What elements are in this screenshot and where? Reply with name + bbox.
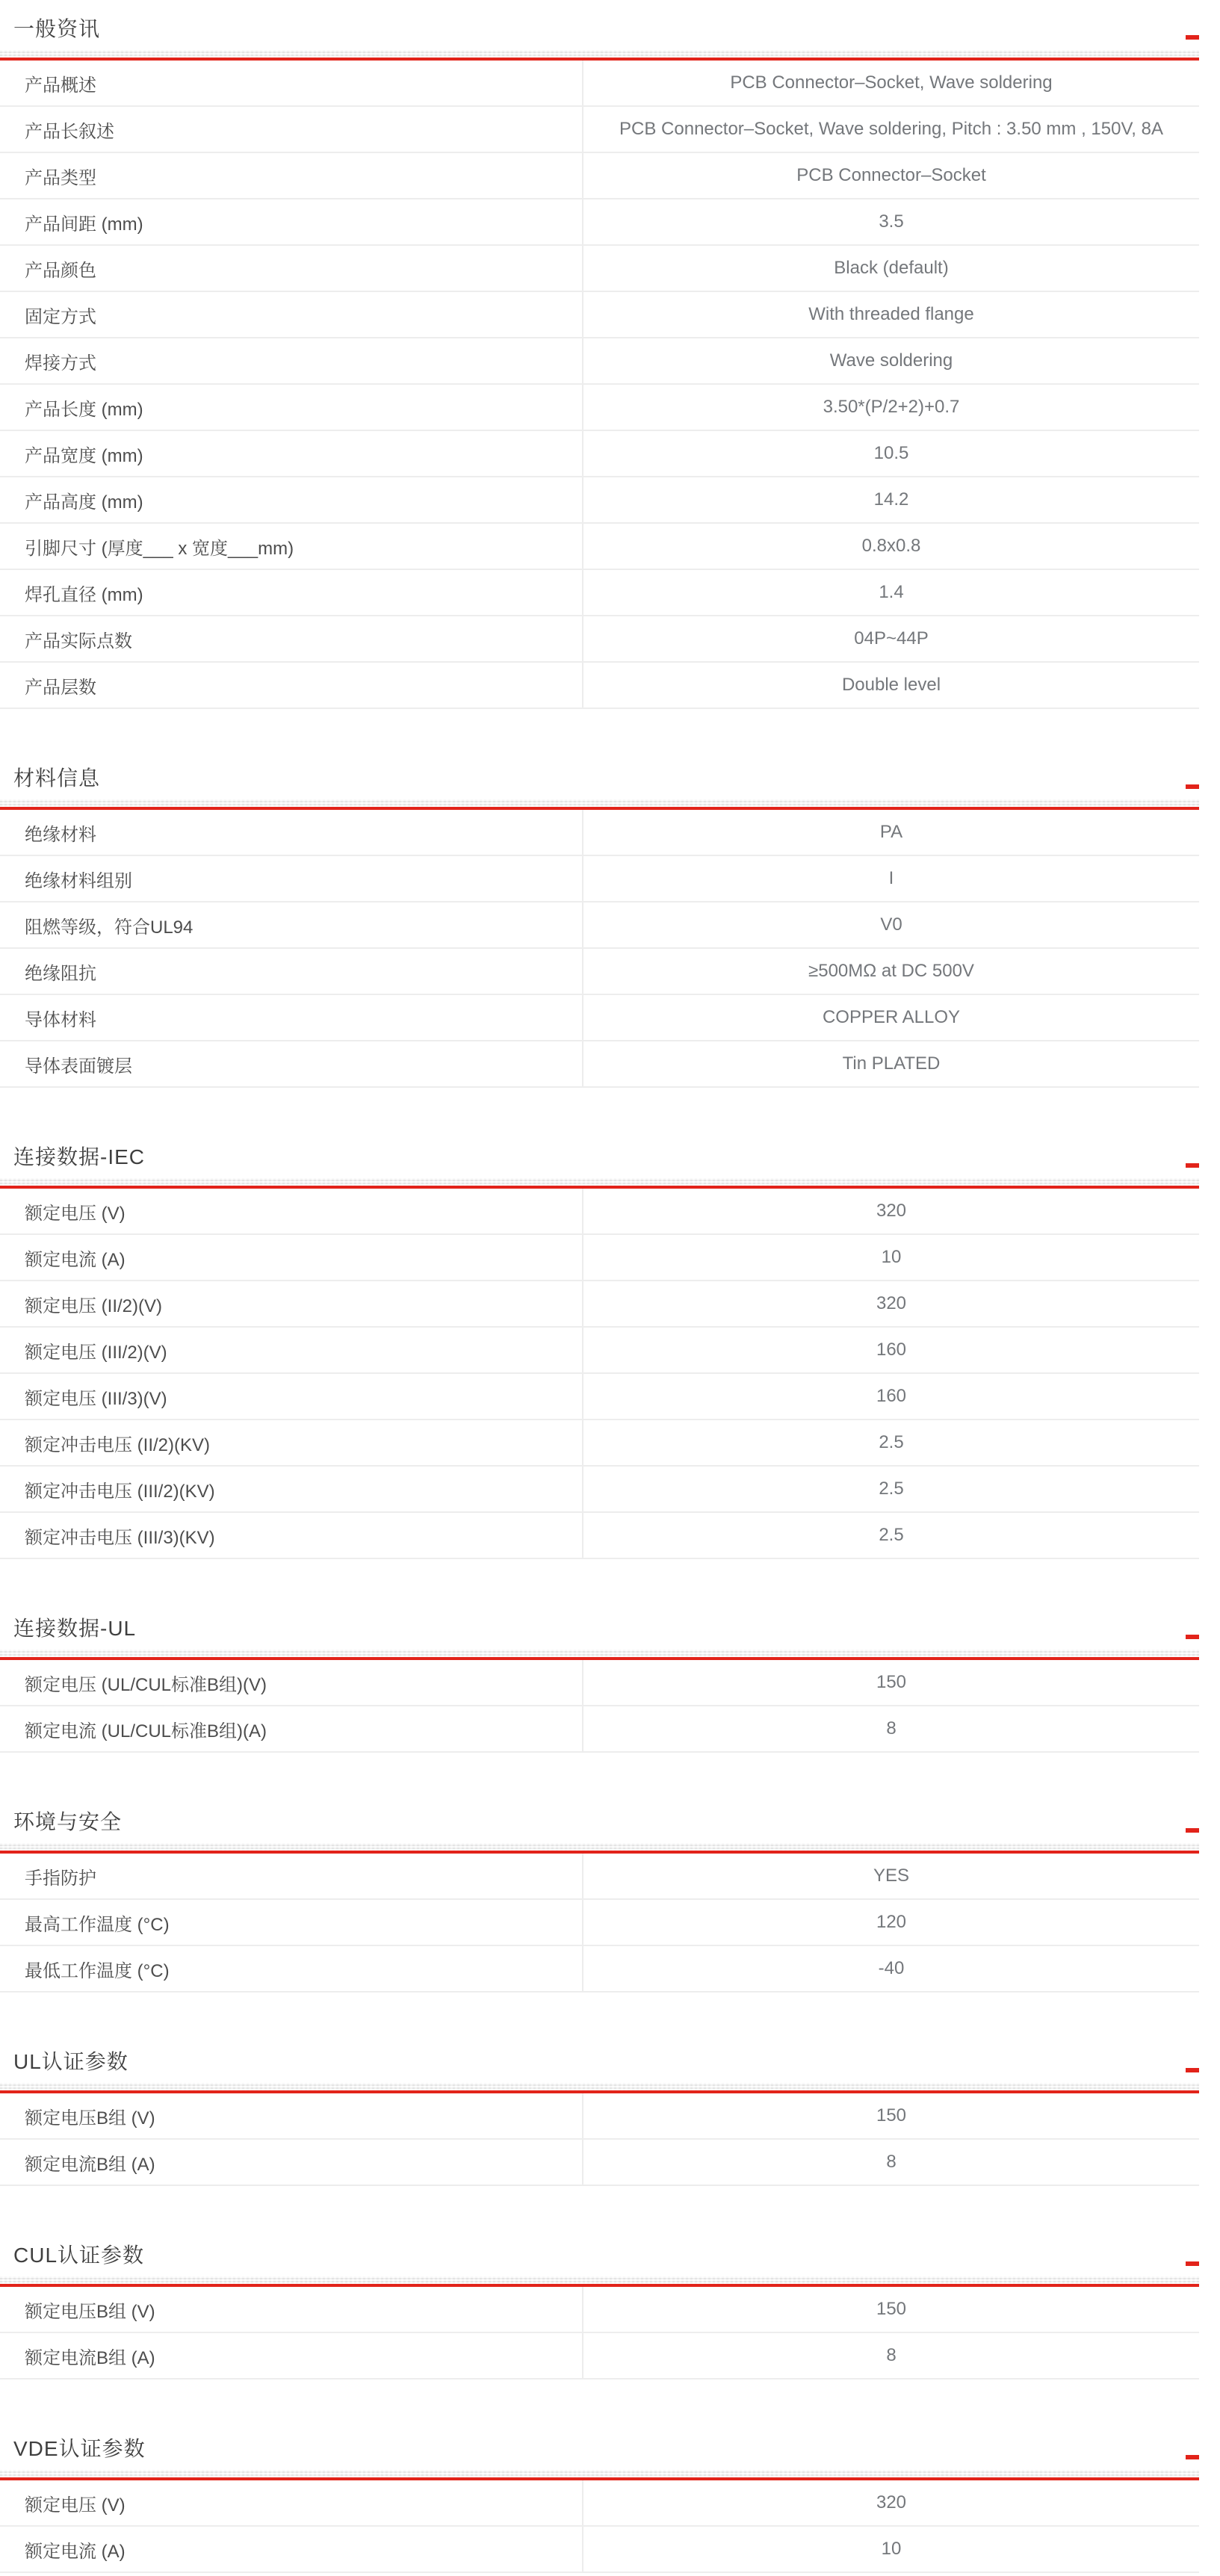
table-row xyxy=(0,1420,1199,1467)
row-value: YES xyxy=(873,1866,910,1886)
row-label: 额定电压 (V) xyxy=(0,2480,583,2525)
row-value: V0 xyxy=(880,914,902,935)
table-row xyxy=(0,1854,1199,1900)
spec-section xyxy=(0,1145,1199,1559)
spec-table xyxy=(0,1660,1199,1753)
table-row xyxy=(0,61,1199,107)
row-label: 额定冲击电压 (III/3)(KV) xyxy=(0,1513,583,1558)
row-value: 8 xyxy=(886,2152,897,2172)
table-row xyxy=(0,107,1199,153)
row-value: 320 xyxy=(876,1293,907,1313)
spec-section xyxy=(0,1809,1199,1993)
row-label: 产品实际点数 xyxy=(0,616,583,661)
spec-table xyxy=(0,1854,1199,1993)
table-row xyxy=(0,292,1199,338)
texture-band xyxy=(0,799,1199,807)
table-row xyxy=(0,338,1199,385)
row-label: 产品长叙述 xyxy=(0,107,583,152)
row-value: 04P~44P xyxy=(854,628,929,648)
row-value: 3.5 xyxy=(879,211,904,232)
section-header xyxy=(0,1616,1199,1650)
minus-icon xyxy=(1186,2455,1199,2459)
row-value: -40 xyxy=(878,1958,905,1978)
row-value: 10.5 xyxy=(873,443,909,463)
section-header xyxy=(0,2243,1199,2276)
row-value: 120 xyxy=(876,1912,907,1932)
section-header xyxy=(0,2049,1199,2083)
table-row xyxy=(0,856,1199,902)
table-row xyxy=(0,2287,1199,2333)
row-value: ≥500MΩ at DC 500V xyxy=(808,961,974,981)
table-row xyxy=(0,1946,1199,1993)
row-label: 产品层数 xyxy=(0,663,583,708)
row-label: 产品高度 (mm) xyxy=(0,477,583,522)
table-row xyxy=(0,616,1199,663)
row-label: 产品类型 xyxy=(0,153,583,198)
section-header xyxy=(0,766,1199,799)
table-row xyxy=(0,1513,1199,1559)
row-label: 额定电压 (II/2)(V) xyxy=(0,1281,583,1326)
row-value: 160 xyxy=(876,1386,907,1406)
spec-table xyxy=(0,2093,1199,2186)
row-label: 最高工作温度 (°C) xyxy=(0,1900,583,1945)
row-label: 额定冲击电压 (II/2)(KV) xyxy=(0,1420,583,1465)
row-value: PCB Connector–Socket xyxy=(796,165,986,185)
row-value: With threaded flange xyxy=(808,304,974,324)
row-label: 手指防护 xyxy=(0,1854,583,1898)
row-value: Double level xyxy=(841,675,941,695)
table-row xyxy=(0,246,1199,292)
table-row xyxy=(0,1467,1199,1513)
minus-icon xyxy=(1186,2068,1199,2072)
table-row xyxy=(0,524,1199,570)
row-value: 320 xyxy=(876,2492,907,2512)
table-row xyxy=(0,663,1199,709)
row-label: 焊孔直径 (mm) xyxy=(0,570,583,615)
row-value: PCB Connector–Socket, Wave soldering, Pitch : 3.50 mm , 150V, 8A xyxy=(619,119,1163,139)
spec-section xyxy=(0,1616,1199,1753)
row-value: 2.5 xyxy=(879,1525,904,1545)
row-value: 150 xyxy=(876,2105,907,2125)
row-value: 0.8x0.8 xyxy=(861,536,921,556)
row-value: 14.2 xyxy=(873,489,909,510)
texture-band xyxy=(0,2470,1199,2477)
texture-band xyxy=(0,2083,1199,2090)
row-label: 额定电流B组 (A) xyxy=(0,2140,583,2185)
row-label: 导体表面镀层 xyxy=(0,1041,583,1086)
row-value: 150 xyxy=(876,1672,907,1692)
minus-icon xyxy=(1186,1163,1199,1168)
texture-band xyxy=(0,1650,1199,1657)
spec-table xyxy=(0,810,1199,1088)
spec-table xyxy=(0,1189,1199,1559)
row-value: COPPER ALLOY xyxy=(822,1007,961,1027)
spec-section xyxy=(0,2436,1199,2573)
row-value: 160 xyxy=(876,1340,907,1360)
section-header xyxy=(0,1145,1199,1178)
section-title: VDE认证参数 xyxy=(13,2437,146,2460)
collapse-section-button[interactable] xyxy=(1186,784,1199,789)
spec-table xyxy=(0,2287,1199,2380)
table-row xyxy=(0,1706,1199,1753)
section-title: 连接数据-UL xyxy=(13,1617,137,1640)
table-row xyxy=(0,1374,1199,1420)
table-row xyxy=(0,385,1199,431)
row-label: 额定电压 (UL/CUL标准B组)(V) xyxy=(0,1660,583,1705)
row-label: 焊接方式 xyxy=(0,338,583,383)
row-label: 额定电压B组 (V) xyxy=(0,2093,583,2138)
row-value: 3.50*(P/2+2)+0.7 xyxy=(823,397,960,417)
spec-table xyxy=(0,61,1199,709)
minus-icon xyxy=(1186,1828,1199,1833)
table-row xyxy=(0,1900,1199,1946)
table-row xyxy=(0,2093,1199,2140)
row-value: PCB Connector–Socket, Wave soldering xyxy=(730,72,1053,93)
table-row xyxy=(0,2527,1199,2573)
table-row xyxy=(0,1328,1199,1374)
spec-section xyxy=(0,16,1199,709)
table-row xyxy=(0,2480,1199,2527)
spec-section xyxy=(0,766,1199,1088)
section-header xyxy=(0,16,1199,50)
row-label: 产品宽度 (mm) xyxy=(0,431,583,476)
row-label: 额定电流 (A) xyxy=(0,2527,583,2572)
table-row xyxy=(0,1041,1199,1088)
row-label: 额定电压B组 (V) xyxy=(0,2287,583,2332)
row-value: 10 xyxy=(881,1247,902,1267)
collapse-section-button[interactable] xyxy=(1186,2261,1199,2266)
row-value: 150 xyxy=(876,2299,907,2319)
minus-icon xyxy=(1186,35,1199,40)
collapse-section-button[interactable] xyxy=(1186,1828,1199,1833)
table-row xyxy=(0,431,1199,477)
row-label: 绝缘材料组别 xyxy=(0,856,583,901)
table-row xyxy=(0,1189,1199,1235)
row-label: 绝缘材料 xyxy=(0,810,583,855)
minus-icon xyxy=(1186,784,1199,789)
section-title: 一般资讯 xyxy=(13,17,101,40)
table-row xyxy=(0,1235,1199,1281)
table-row xyxy=(0,153,1199,199)
table-row xyxy=(0,2333,1199,2380)
row-label: 额定冲击电压 (III/2)(KV) xyxy=(0,1467,583,1511)
table-row xyxy=(0,995,1199,1041)
texture-band xyxy=(0,1178,1199,1186)
row-value: 2.5 xyxy=(879,1479,904,1499)
row-label: 最低工作温度 (°C) xyxy=(0,1946,583,1991)
collapse-section-button[interactable] xyxy=(1186,1635,1199,1639)
row-label: 导体材料 xyxy=(0,995,583,1040)
table-row xyxy=(0,810,1199,856)
table-row xyxy=(0,1281,1199,1328)
row-value: 8 xyxy=(886,2345,897,2365)
section-title: CUL认证参数 xyxy=(13,2244,145,2267)
row-label: 固定方式 xyxy=(0,292,583,337)
table-row xyxy=(0,477,1199,524)
section-title: 连接数据-IEC xyxy=(13,1145,146,1168)
table-row xyxy=(0,949,1199,995)
texture-band xyxy=(0,50,1199,58)
collapse-section-button[interactable] xyxy=(1186,1163,1199,1168)
row-value: 8 xyxy=(886,1718,897,1739)
row-label: 产品颜色 xyxy=(0,246,583,291)
row-value: 1.4 xyxy=(879,582,904,602)
table-row xyxy=(0,570,1199,616)
section-title: 环境与安全 xyxy=(13,1810,123,1833)
row-label: 产品间距 (mm) xyxy=(0,199,583,244)
spec-sections xyxy=(0,16,1199,2573)
row-label: 阻燃等级，符合UL94 xyxy=(0,902,583,947)
row-label: 额定电流 (UL/CUL标准B组)(A) xyxy=(0,1706,583,1751)
section-header xyxy=(0,2436,1199,2470)
section-title: 材料信息 xyxy=(13,767,101,790)
collapse-section-button[interactable] xyxy=(1186,2068,1199,2072)
row-label: 额定电流B组 (A) xyxy=(0,2333,583,2378)
minus-icon xyxy=(1186,1635,1199,1639)
spec-section xyxy=(0,2243,1199,2380)
spec-table xyxy=(0,2480,1199,2573)
section-header xyxy=(0,1809,1199,1843)
collapse-section-button[interactable] xyxy=(1186,35,1199,40)
texture-band xyxy=(0,2276,1199,2284)
row-value: PA xyxy=(879,822,903,842)
row-label: 产品长度 (mm) xyxy=(0,385,583,430)
table-row xyxy=(0,1660,1199,1706)
table-row xyxy=(0,902,1199,949)
row-label: 产品概述 xyxy=(0,61,583,105)
row-value: Wave soldering xyxy=(829,350,953,371)
row-value: Black (default) xyxy=(834,258,949,278)
spec-section xyxy=(0,2049,1199,2186)
table-row xyxy=(0,2140,1199,2186)
minus-icon xyxy=(1186,2261,1199,2266)
row-value: Tin PLATED xyxy=(842,1053,941,1074)
row-value: 2.5 xyxy=(879,1432,904,1452)
row-label: 额定电压 (III/3)(V) xyxy=(0,1374,583,1419)
texture-band xyxy=(0,1843,1199,1851)
row-label: 额定电流 (A) xyxy=(0,1235,583,1280)
collapse-section-button[interactable] xyxy=(1186,2455,1199,2459)
row-value: I xyxy=(888,868,894,888)
table-row xyxy=(0,199,1199,246)
section-title: UL认证参数 xyxy=(13,2050,128,2073)
row-label: 额定电压 (III/2)(V) xyxy=(0,1328,583,1372)
row-label: 绝缘阻抗 xyxy=(0,949,583,994)
row-value: 320 xyxy=(876,1201,907,1221)
row-label: 引脚尺寸 (厚度___ x 宽度___mm) xyxy=(0,524,583,569)
row-label: 额定电压 (V) xyxy=(0,1189,583,1233)
row-value: 10 xyxy=(881,2539,902,2559)
